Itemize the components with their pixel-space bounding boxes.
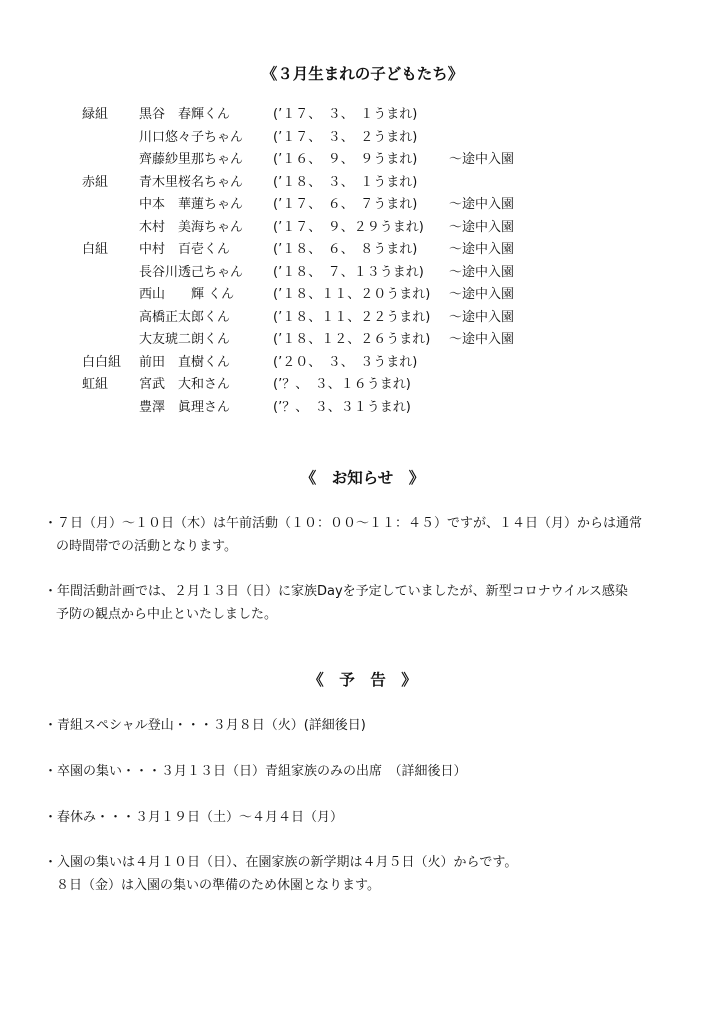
table-row [0, 194, 725, 217]
birth-date: (’？、 ３、１６うまれ) [273, 377, 411, 392]
child-name: 西山 輝 くん [139, 287, 235, 302]
group-label: 赤組 [82, 174, 109, 190]
preview-item [44, 714, 694, 737]
notice-item [44, 512, 694, 558]
enrollment-note: ～途中入園 [449, 287, 515, 302]
preview-line: ・卒園の集い・・・３月１３日（日）青組家族のみの出席 （詳細後日） [44, 764, 467, 779]
birth-date: (’２０、 ３、 ３うまれ) [273, 354, 418, 370]
table-row [0, 239, 725, 262]
notice-section-title: 《 お知らせ 》 [300, 469, 425, 487]
child-name: 木村 美海ちゃん [139, 219, 244, 235]
table-row [0, 307, 725, 330]
birth-date: (’１８、 ３、 １うまれ) [273, 174, 418, 190]
birth-date: (’１７、 ３、 １うまれ) [273, 107, 418, 122]
birth-date: (’１８、１１、２０うまれ) [273, 287, 431, 302]
notice-line: ・７日（月）～１０日（木）は午前活動（１０：００～１１：４５）ですが、１４日（月）からは通常 [44, 516, 643, 531]
table-row [0, 172, 725, 195]
enrollment-note: ～途中入園 [449, 332, 515, 347]
enrollment-note: ～途中入園 [449, 242, 515, 257]
child-name: 中村 百壱くん [139, 242, 231, 257]
enrollment-note: ～途中入園 [449, 309, 515, 325]
child-name: 黒谷 春輝くん [139, 107, 231, 122]
child-name: 豊澤 眞理さん [139, 399, 231, 415]
child-name: 長谷川透己ちゃん [139, 264, 244, 280]
group-label: 白組 [82, 242, 109, 257]
table-row [0, 374, 725, 397]
preview-item [44, 806, 694, 829]
preview-item [44, 851, 694, 897]
enrollment-note: ～途中入園 [449, 264, 515, 280]
notice-item [44, 580, 694, 626]
enrollment-note: ～途中入園 [449, 219, 515, 235]
group-label: 虹組 [82, 377, 109, 392]
preview-section-title: 《 予 告 》 [308, 671, 417, 689]
preview-line: ８日（金）は入園の集いの準備のため休園となります。 [56, 878, 380, 893]
child-name: 川口悠々子ちゃん [139, 129, 244, 145]
child-name: 中本 華蓮ちゃん [139, 197, 244, 212]
child-name: 宮武 大和さん [139, 377, 231, 392]
birth-date: (’１７、 ６、 ７うまれ) [273, 197, 418, 212]
notice-line: 予防の観点から中止といたしました。 [56, 607, 278, 622]
preview-line: ・入園の集いは４月１０日（日）、在園家族の新学期は４月５日（火）からです。 [44, 855, 518, 870]
table-row [0, 284, 725, 307]
births-table [0, 104, 725, 419]
table-row [0, 329, 725, 352]
birth-date: (’１８、 ７、１３うまれ) [273, 264, 424, 280]
table-row [0, 397, 725, 420]
table-row [0, 149, 725, 172]
table-row [0, 217, 725, 240]
preview-item [44, 760, 694, 783]
child-name: 青木里桜名ちゃん [139, 174, 244, 190]
birth-date: (’１８、１１、２２うまれ) [273, 309, 431, 325]
notice-line: の時間帯での活動となります。 [56, 539, 237, 554]
table-row [0, 104, 725, 127]
notice-line: ・年間活動計画では、２月１３日（日）に家族Dayを予定していましたが、新型コロナウイルス感染 [44, 584, 628, 599]
child-name: 前田 直樹くん [139, 354, 231, 370]
enrollment-note: ～途中入園 [449, 197, 515, 212]
birth-date: (’１８、１２、２６うまれ) [273, 332, 431, 347]
group-label: 緑組 [82, 107, 109, 122]
births-section-title: 《３月生まれの子どもたち》 [261, 65, 464, 83]
child-name: 大友琥二朗くん [139, 332, 231, 347]
preview-line: ・青組スペシャル登山・・・３月８日（火）(詳細後日) [44, 718, 366, 733]
birth-date: (’１８、 ６、 ８うまれ) [273, 242, 418, 257]
enrollment-note: ～途中入園 [449, 152, 515, 167]
birth-date: (’１６、 ９、 ９うまれ) [273, 152, 418, 167]
child-name: 高橋正太郎くん [139, 309, 231, 325]
birth-date: (’１７、 ９、２９うまれ) [273, 219, 424, 235]
table-row [0, 127, 725, 150]
preview-line: ・春休み・・・３月１９日（土）～４月４日（月） [44, 810, 344, 825]
table-row [0, 262, 725, 285]
child-name: 齊藤紗里那ちゃん [139, 152, 244, 167]
birth-date: (’１７、 ３、 ２うまれ) [273, 129, 418, 145]
group-label: 白白組 [82, 354, 122, 370]
table-row [0, 352, 725, 375]
birth-date: (’？、 ３、３１うまれ) [273, 399, 411, 415]
